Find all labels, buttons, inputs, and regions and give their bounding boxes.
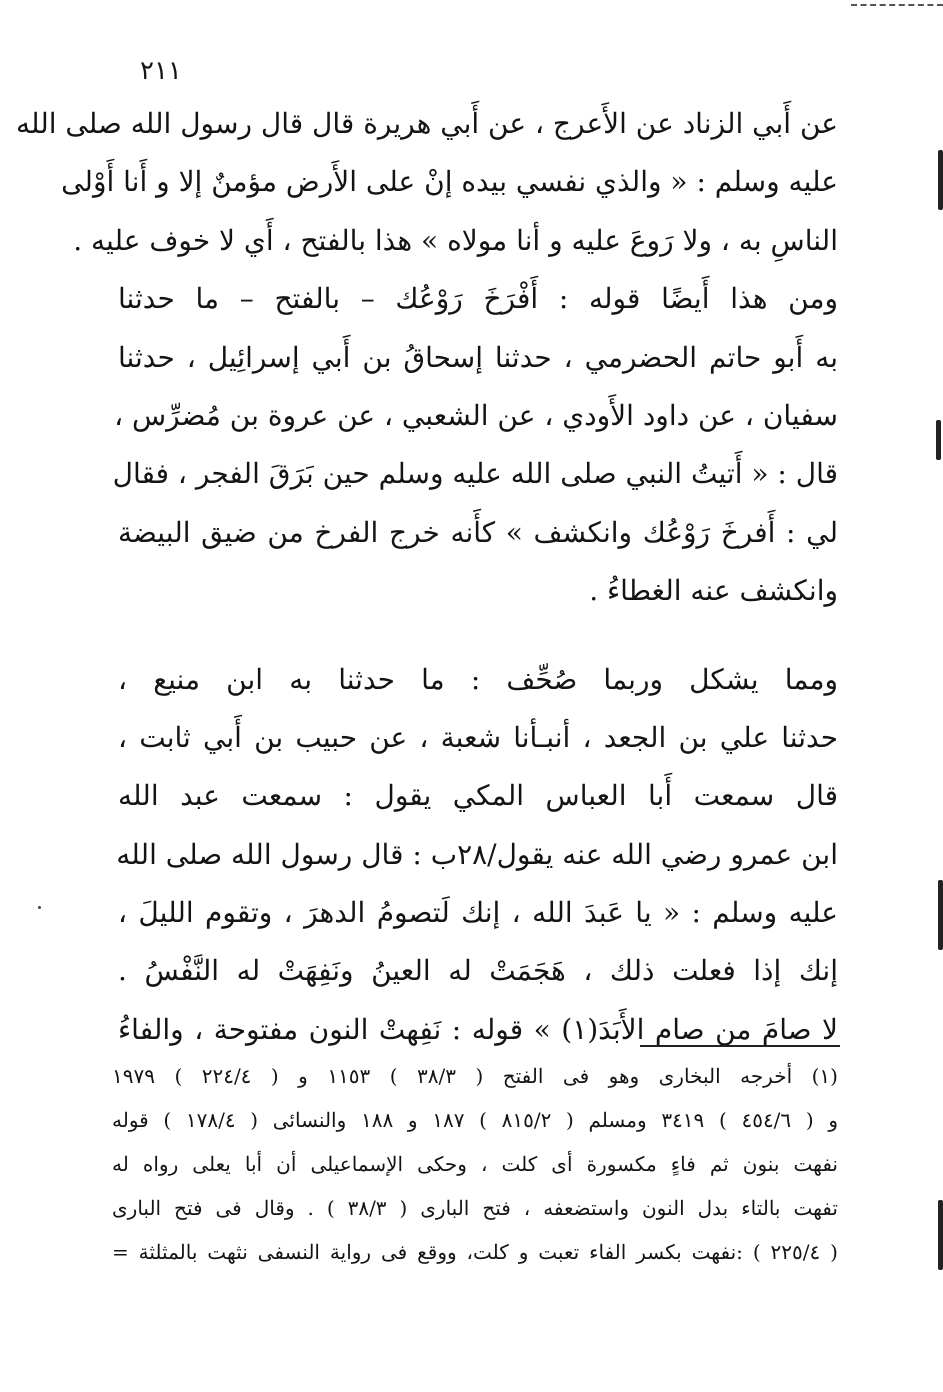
text-line: ابن عمرو رضي الله عنه يقول/٢٨ب : قال رسول الله صلى الله bbox=[116, 837, 838, 871]
margin-scan-mark bbox=[938, 880, 943, 950]
text-line: الناسِ به ، ولا رَوعَ عليه و أنا مولاه » هذا بالفتح ، أَي لا خوف عليه . bbox=[73, 223, 838, 257]
footnote-line: و ( ٤٥٤/٦ ) ٣٤١٩ ومسلم ( ٨١٥/٢ ) ١٨٧ و ١٨٨ والنسائى ( ١٧٨/٤ ) قوله bbox=[112, 1108, 838, 1132]
margin-scan-mark bbox=[938, 1200, 943, 1270]
text-line: عليه وسلم : « يا عَبدَ الله ، إنك لَتصومُ الدهرَ ، وتقوم الليلَ ، bbox=[118, 896, 838, 930]
top-edge-rule bbox=[851, 4, 943, 6]
footnotes bbox=[112, 1054, 838, 1274]
footnote-line: نفهت بنون ثم فاءٍ مكسورة أى كلت ، وحكى الإسماعيلى أن أبا يعلى رواه له bbox=[112, 1152, 838, 1176]
text-line: عليه وسلم : « والذي نفسي بيده إنْ على الأَرض مؤمنٌ إلا و أَنا أَوْلى bbox=[61, 165, 838, 199]
page-number: ٢١١ bbox=[140, 56, 182, 86]
text-line: به أَبو حاتم الحضرمي ، حدثنا إسحاقُ بن أَبي إسرائِيل ، حدثنا bbox=[118, 340, 838, 374]
scan-speck bbox=[38, 906, 41, 909]
footnote-line: تفهت بالتاء بدل النون واستضعفه ، فتح البارى ( ٣٨/٣ ) . وقال فى فتح البارى bbox=[112, 1196, 838, 1220]
footnote-line: (١) أخرجه البخارى وهو فى الفتح ( ٣٨/٣ ) ١١٥٣ و ( ٢٢٤/٤ ) ١٩٧٩ bbox=[112, 1064, 838, 1088]
text-line: ومن هذا أَيضًا قوله : أَفْرَخَ رَوْعُك – بالفتح – ما حدثنا bbox=[118, 282, 838, 316]
text-line: لي : أَفرخَ رَوْعُك وانكشف » كأَنه خرج الفرخ من ضيق البيضة bbox=[118, 515, 838, 549]
text-line: ومما يشكل وربما صُحِّف : ما حدثنا به ابن منيع ، bbox=[118, 662, 838, 696]
text-line: عن أَبي الزناد عن الأَعرج ، عن أَبي هريرة قال قال رسول الله صلى الله bbox=[15, 107, 838, 140]
footnote-separator bbox=[640, 1045, 840, 1047]
text-line: سفيان ، عن داود الأَودي ، عن الشعبي ، عن عروة بن مُضرِّس ، bbox=[114, 398, 838, 432]
footnote-line: ( ٢٢٥/٤ ) :نفهت بكسر الفاء تعبت و كلت، ووقع فى رواية النسفى نثهت بالمثلثة = bbox=[112, 1240, 838, 1264]
text-line: قال سمعت أَبا العباس المكي يقول : سمعت عبد الله bbox=[118, 779, 838, 813]
text-line: قال : « أَتيتُ النبي صلى الله عليه وسلم حين بَرَقَ الفجر ، فقال bbox=[112, 457, 838, 491]
text-line: إنك إذا فعلت ذلك ، هَجَمَتْ له العينُ ونَفِهَتْ له النَّفْسُ . bbox=[118, 954, 838, 988]
text-line: لا صامَ من صام الأَبَدَ(١) » قوله : نَفِهتْ النون مفتوحة ، والفاءُ bbox=[118, 1012, 838, 1046]
main-text bbox=[15, 95, 838, 1059]
paragraph-gap bbox=[118, 621, 838, 651]
margin-scan-mark bbox=[938, 150, 943, 210]
margin-scan-mark bbox=[936, 420, 941, 460]
text-line: حدثنا علي بن الجعد ، أنبـأنا شعبة ، عن حبيب بن أَبي ثابت ، bbox=[118, 720, 838, 754]
text-line: وانكشف عنه الغطاءُ . bbox=[589, 574, 838, 608]
